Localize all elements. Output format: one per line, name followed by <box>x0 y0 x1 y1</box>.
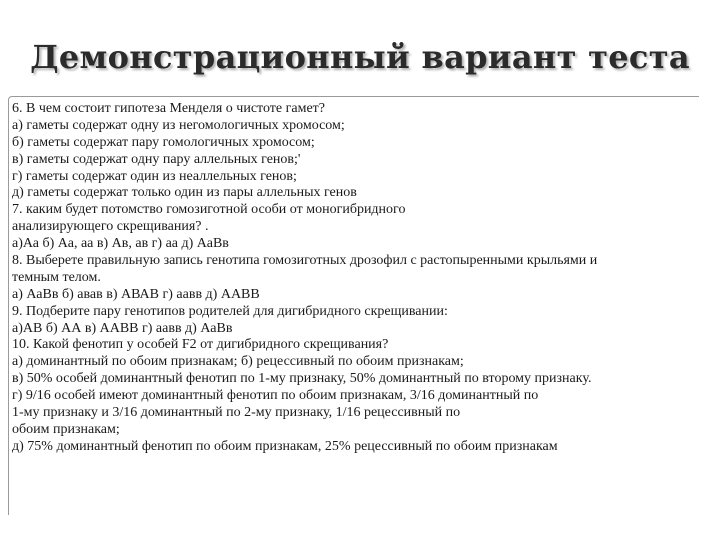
text-line: г) 9/16 особей имеют доминантный фенотип по обоим признакам, 3/16 доминантный по <box>12 388 539 404</box>
text-line: а)Аа б) Аа, аа в) Ав, ав г) аа д) АаВв <box>12 236 229 252</box>
text-line: б) гаметы содержат пару гомологичных хромосом; <box>12 134 315 150</box>
page-title: Демонстрационный вариант теста <box>30 38 690 76</box>
text-line: темным телом. <box>12 269 101 285</box>
text-line: д) 75% доминантный фенотип по обоим признакам, 25% рецессивный по обоим признакам <box>12 438 558 454</box>
text-line: а)АВ б) АА в) ААВВ г) аавв д) АаВв <box>12 320 233 336</box>
text-line: 8. Выберете правильную запись генотипа гомозиготных дрозофил с растопыренными крыльями и <box>12 253 598 269</box>
text-line: 10. Какой фенотип у особей F2 от дигибридного скрещивания? <box>12 337 389 353</box>
text-line: д) гаметы содержат только один из пары аллельных генов <box>12 185 357 201</box>
text-line: 6. В чем состоит гипотеза Менделя о чистоте гамет? <box>12 101 325 116</box>
text-line: обоим признакам; <box>12 421 120 437</box>
text-line: 9. Подберите пару генотипов родителей для дигибридного скрещивании: <box>12 303 448 319</box>
text-line: а) гаметы содержат одну из негомологичных хромосом; <box>12 117 345 133</box>
question-text <box>12 101 702 456</box>
text-line: г) гаметы содержат один из неаллельных генов; <box>12 168 297 184</box>
text-line: в) гаметы содержат одну пару аллельных генов;' <box>12 151 301 167</box>
text-line: а) АаВв б) авав в) АВАВ г) аавв д) ААВВ <box>12 286 260 302</box>
text-line: анализирующего скрещивания? . <box>12 219 209 235</box>
text-line: 1-му признаку и 3/16 доминантный по 2-му признаку, 1/16 рецессивный по <box>12 405 461 421</box>
text-line: 7. каким будет потомство гомозиготной особи от моногибридного <box>12 202 406 218</box>
text-line: в) 50% особей доминантный фенотип по 1-му признаку, 50% доминантный по второму признаку. <box>12 371 592 387</box>
text-line: а) доминантный по обоим признакам; б) рецессивный по обоим признакам; <box>12 354 464 370</box>
